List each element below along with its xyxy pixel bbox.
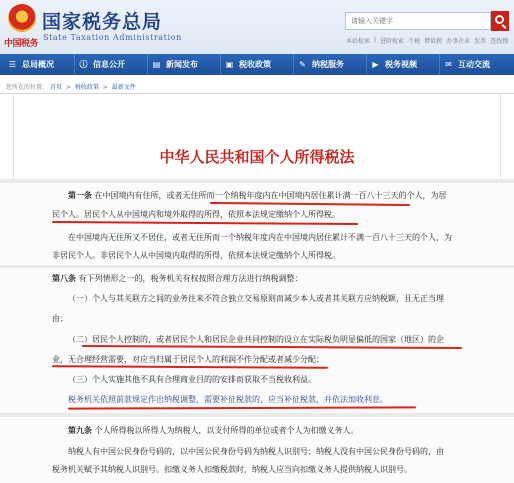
article-1-label: 第一条 (68, 191, 92, 200)
nav-item-overview[interactable] (0, 54, 75, 75)
nav-item-label: 新闻发布 (166, 60, 198, 69)
search-button[interactable] (491, 11, 509, 31)
red-underline (52, 365, 328, 368)
breadcrumb-tax-policy[interactable]: 税收政策 (74, 84, 99, 91)
policy-icon: ▣ (225, 59, 234, 69)
article-1-line-1: 第一条 在中国境内有住所，或者无住所而一个纳税年度内在中国境内居住累计满一百八十三天的个人，为居 (68, 191, 447, 200)
article-1-line-4: 非居民个人。非居民个人从中国境内取得的所得，依照本法规定缴纳个人所得税。 (52, 251, 340, 260)
article-1-line-2: 民个人。居民个人从中国境内和境外取得的所得，依照本法规定缴纳个人所得税。 (52, 210, 340, 219)
nav-item-label: 纳税服务 (312, 60, 344, 69)
quick-link[interactable]: 办事企业 (446, 38, 471, 45)
article-8-excerpt (0, 268, 514, 413)
main-nav (0, 54, 514, 75)
site-title[interactable]: 国家税务总局 (42, 11, 163, 33)
nav-item-label: 互动交流 (458, 60, 490, 69)
article-9-line-3: 税务机关赋予其纳税人识别号。扣缴义务人扣缴税款时，纳税人应当向扣缴义务人提供纳税人识别号。 (52, 465, 412, 474)
red-underline (52, 221, 358, 225)
quick-link-separator: | (374, 36, 377, 43)
nav-item-tax-video[interactable] (367, 54, 440, 75)
emblem-caption: 中国税务 (4, 39, 39, 49)
nav-item-news[interactable] (148, 54, 221, 75)
article-8-line-4: （二）居民个人控制的，或者居民个人和居民企业共同控制的设立在实际税负明显偏低的国家（地区）的企 (68, 335, 444, 344)
breadcrumb-latest-files[interactable]: 最新文件 (111, 84, 136, 91)
nav-item-interaction[interactable] (440, 54, 514, 75)
article-8-line-5: 业，无合理经营需要，对应当归属于居民个人的利润不作分配或者减少分配； (52, 355, 324, 364)
article-9-line-1: 第九条 个人所得税以所得人为纳税人，以支付所得的单位或者个人为扣缴义务人。 (68, 426, 359, 435)
nav-item-label: 总局概况 (22, 60, 54, 69)
news-icon: ▤ (152, 59, 161, 69)
red-underline (210, 202, 410, 206)
nav-item-tax-service[interactable] (294, 54, 367, 75)
search-icon (495, 15, 504, 24)
site-subtitle: State Taxation Administration (43, 33, 182, 42)
tax-emblem-logo[interactable] (8, 4, 36, 32)
article-8-label: 第八条 (52, 274, 76, 283)
article-8-line-2: （一）个人与其关联方之间的业务往来不符合独立交易原则而减少本人或者其关联方应纳税额，且无正当理 (68, 294, 444, 303)
chat-icon: ✉ (445, 59, 452, 69)
nav-item-label: 税务视频 (385, 60, 417, 69)
article-9-label: 第九条 (68, 426, 92, 435)
quick-link[interactable]: 个税 (408, 38, 421, 45)
article-8-line-6: （三）个人实施其他不具有合理商业目的的安排而获取不当税收利益。 (68, 375, 316, 384)
article-9-line-2: 纳税人有中国公民身份号码的，以中国公民身份号码为纳税人识别号；纳税人没有中国公民身份号码的，由 (68, 447, 444, 456)
breadcrumb-separator: > (65, 84, 71, 91)
article-panel (13, 94, 501, 182)
quick-links (346, 36, 508, 45)
building-icon: ☰ (8, 59, 17, 69)
video-icon: ▶ (372, 59, 379, 69)
nav-item-label: 信息公开 (93, 60, 125, 69)
search-input[interactable] (345, 12, 491, 30)
nav-item-tax-policy[interactable] (221, 54, 294, 75)
article-9-excerpt (0, 418, 514, 483)
quick-link[interactable]: 增值税 (424, 38, 443, 45)
breadcrumb-home[interactable]: 首页 (49, 84, 62, 91)
breadcrumb-prefix: 您所在的位置： (6, 84, 49, 91)
quick-link[interactable]: 本站检索 (346, 38, 371, 45)
red-underline (68, 406, 416, 409)
article-8-line-3: 由； (52, 314, 68, 323)
article-8-line-1: 第八条 有下列情形之一的，税务机关有权按照合理方法进行纳税调整： (52, 274, 303, 283)
article-1-excerpt (0, 183, 514, 265)
info-icon: ⓘ (79, 59, 88, 69)
breadcrumb (6, 82, 136, 91)
article-8-line-7: 税务机关依照前款规定作出纳税调整，需要补征税款的，应当补征税款，并依法加收利息。 (68, 395, 388, 404)
article-1-line-3: 在中国境内无住所又不居住，或者无住所而一个纳税年度内在中国境内居住累计不满一百八十三天的个人，为 (68, 233, 452, 242)
service-icon: ✎ (299, 59, 306, 69)
red-underline (82, 345, 462, 348)
nav-item-label: 税收政策 (239, 60, 271, 69)
section-gap (0, 413, 514, 417)
nav-item-info-disclosure[interactable] (75, 54, 148, 75)
breadcrumb-separator: > (102, 84, 108, 91)
site-header (0, 0, 514, 54)
quick-link[interactable]: 查找搜 (490, 38, 509, 45)
quick-link[interactable]: 进阶检索 (380, 38, 405, 45)
quick-link[interactable]: 发票 (474, 38, 487, 45)
article-title: 中华人民共和国个人所得税法 (159, 148, 355, 166)
